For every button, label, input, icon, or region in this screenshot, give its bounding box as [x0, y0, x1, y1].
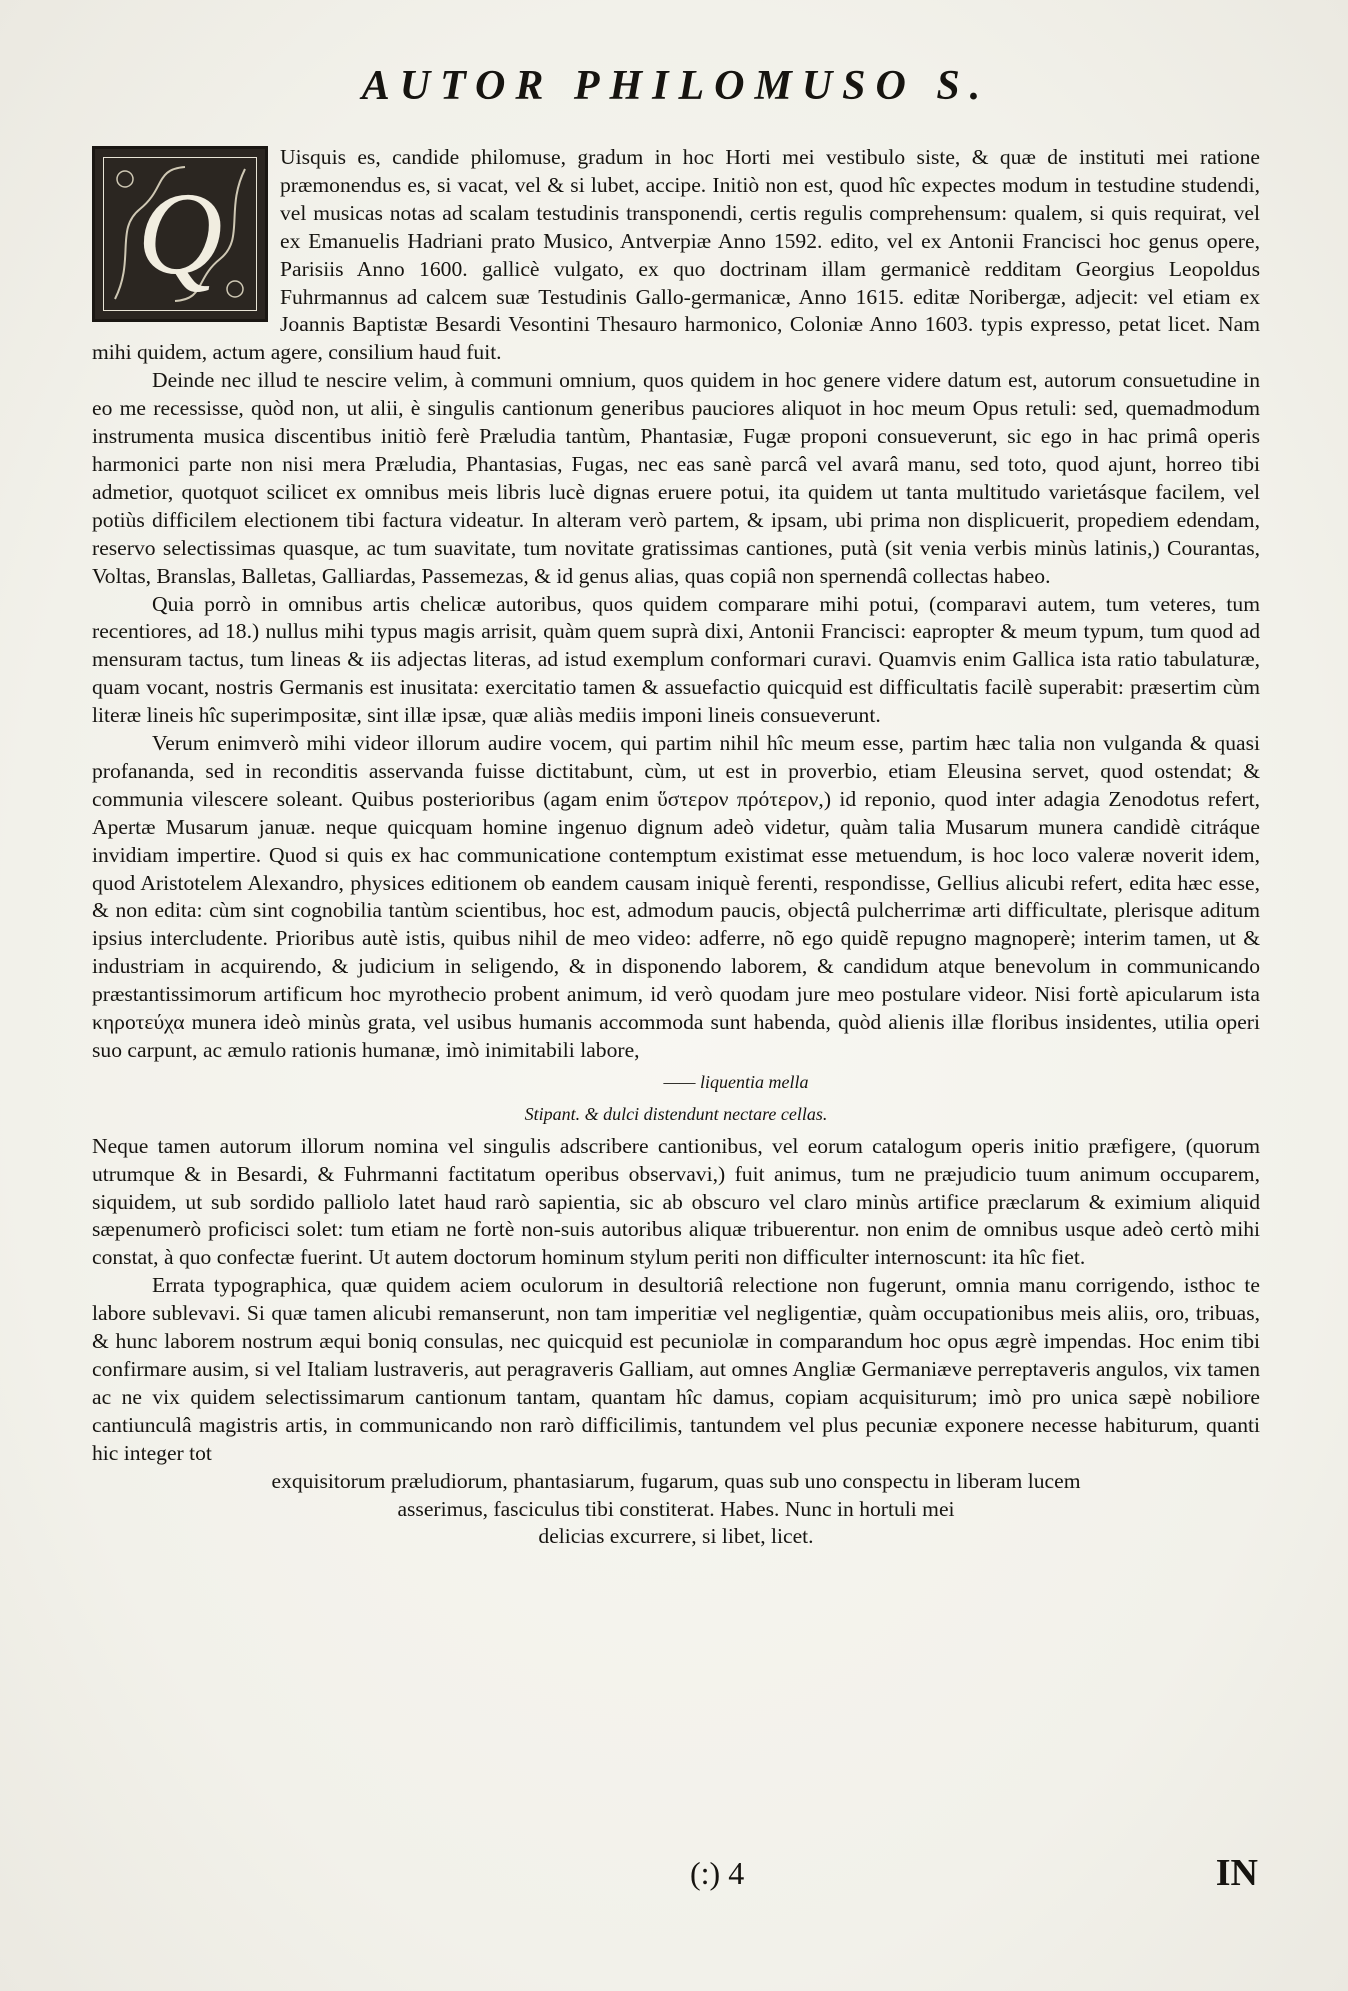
signature-mark: (:) 4 [690, 1855, 745, 1891]
paragraph-3: Quia porrò in omnibus artis chelicæ autoribus, quos quidem comparare mihi potui, (comparavi autem, tum veteres, tum recentiores, ad 18.) nullus mihi typus magis arrisit, quàm quem suprà dixi, Antonii Francisci: eapropter & meum typum, tum quod ad mensuram tactus, tum lineas & iis adjectas literas, ad istud exemplum conformari curavi. Quamvis enim Gallica ista ratio tabulaturæ, quam vocant, nostris Germanis est inusitata: exercitatio tamen & assuefactio quicquid est difficultatis facilè superabit: præsertim cùm literæ lineis hîc superimpositæ, sint illæ ipsæ, quæ aliàs mediis imponi lineis consueverunt. [92, 591, 1260, 728]
paragraph-5: Neque tamen autorum illorum nomina vel singulis adscribere cantionibus, vel eorum catalogum operis initio præfigere, (quorum utrumque & in Besardi, & Fuhrmanni factitatum operibus observavi,) fuit animus, tum ne præjudicio tuum animum occuparem, siquidem, ut sub sordido palliolo latet haud rarò sapientia, sic ab obscuro vel claro minùs artifice præclarum & eximium aliquid sæpenumerò proficisci solet: tum etiam ne fortè non-suis autoribus aliquæ tribuerentur. non enim de omnibus usque adeò certò mihi constat, à quo confectæ fuerint. Ut autem doctorum hominum stylum periti non difficulter internoscunt: ita hîc fiet. [92, 1133, 1260, 1270]
paragraph-1: Uisquis es, candide philomuse, gradum in hoc Horti mei vestibulo siste, & quæ de instituti mei ratione præmonendus es, si vacat, vel & si lubet, accipe. Initiò non est, quod hîc expectes modum in testudine studendi, vel musicas notas ad scalam testudinis transponendi, certis regulis comprehensum: qualem, si quis requirat, vel ex Emanuelis Hadriani prato Musico, Antverpiæ Anno 1592. edito, vel ex Antonii Francisci hoc genus opere, Parisiis Anno 1600. gallicè vulgato, ex quo doctrinam illam germanicè redditam Georgius Leopoldus Fuhrmannus ad calcem suæ Testudinis Gallo-germanicæ, Anno 1615. editæ Noribergæ, adjecit: vel etiam ex Joannis Baptistæ Besardi Vesontini Thesauro harmonico, Coloniæ Anno 1603. typis expresso, petat licet. Nam mihi quidem, actum agere, consilium haud fuit. [92, 145, 1260, 365]
catchword: IN [1215, 1852, 1258, 1894]
verse-line-2: Stipant. & dulci distendunt nectare cellas. [524, 1103, 828, 1124]
closing-lines [92, 1468, 1260, 1552]
initial-letter: Q [137, 168, 223, 299]
decorated-initial [92, 146, 268, 322]
paragraph-2: Deinde nec illud te nescire velim, à communi omnium, quos quidem in hoc genere videre datum est, autorum consuetudine in eo me recessisse, quòd non, ut alii, è singulis cantionum generibus pauciores aliquot in hoc meum Opus retuli: sed, quemadmodum instrumenta musica discentibus initiò ferè Præludia tantùm, Phantasiæ, Fugæ proponi consueverunt, sic ego in hac primâ operis harmonici parte non nisi mera Præludia, Phantasias, Fugas, nec eas sanè parcâ vel avarâ manu, sed toto, quod ajunt, horreo tibi admetior, quotquot scilicet ex omnibus meis libris lucè dignas eruere potui, ita quidem ut tanta multitudo varietásque facilem, vel potiùs difficilem electionem tibi factura videatur. In alteram verò partem, & ipsam, ubi prima non displicuerit, propediem edendam, reservo selectissimas quasque, ac tum suavitate, tum novitate gratissimas cantiones, putà (sit venia verbis minùs latinis,) Courantas, Voltas, Branslas, Balletas, Galliardas, Passemezas, & id genus alias, quas copiâ non spernendâ collectas habeo. [92, 368, 1260, 588]
verse-line-1: —— liquentia mella [663, 1071, 809, 1092]
page-title: AUTOR PHILOMUSO S. [361, 63, 991, 109]
preface-text [92, 144, 1260, 1551]
paragraph-4: Verum enimverò mihi videor illorum audire vocem, qui partim nihil hîc meum esse, partim hæc talia non vulganda & quasi profananda, sed in reconditis asservanda fuisse dictitabunt, cùm, ut est in proverbio, etiam Eleusina servet, quod ostendat; & communia vilescere soleant. Quibus posterioribus (agam enim ὕστερον πρότερον,) id reponio, quod inter adagia Zenodotus refert, Apertæ Musarum januæ. neque quicquam homine ingenuo dignum adeò videtur, quàm talia Musarum munera candidè citráque invidiam impertire. Quod si quis ex hac communicatione contemptum existimat esse metuendum, is hoc loco valeræ noverit idem, quod Aristotelem Alexandro, physices editionem ob eandem causam iniquè ferenti, respondisse, Gellius alicubi refert, edita hæc esse, & non edita: cùm sint cognobilia tantùm scientibus, hoc est, admodum paucis, objectâ pulcherrimæ arti difficultate, plerisque aditum ipsius intercludente. Prioribus autè istis, quibus nihil de meo video: adferre, nõ ego quidẽ repugno magnoperè; interim tamen, ut & industriam in acquirendo, & judicium in seligendo, & in disponendo laborem, & candidum atque benevolum in communicando præstantissimorum artificum hoc myrothecio probent animum, id verò quodam jure meo postulare videor. Nisi fortè apicularum ista κηροτεύχα munera ideò minùs grata, vel usibus humanis accommoda sunt habenda, quòd alienis illæ floribus insidentes, utilia operi suo carpunt, ac æmulo rationis humanæ, imò inimitabili labore, [92, 731, 1260, 1062]
page-footer [0, 1852, 1348, 1905]
closing-line-3: delicias excurrere, si libet, licet. [538, 1524, 814, 1549]
paragraph-6: Errata typographica, quæ quidem aciem oculorum in desultoriâ relectione non fugerunt, omnia manu corrigendo, isthoc te labore sublevavi. Si quæ tamen alicubi remanserunt, non tam imperitiæ vel negligentiæ, quàm occupationibus meis aliis, oro, tribuas, & hunc laborem nostrum æqui boniq consulas, nec quicquid est pecuniolæ in comparandum hoc opus ægrè impendas. Hoc enim tibi confirmare ausim, si vel Italiam lustraveris, aut peragraveris Galliam, aut omnes Angliæ Germaniæve perreptaveris angulos, vix tamen ac ne vix quidem selectissimarum cantionum tantam, quantam hîc damus, copiam acquisiturum; imò pro unica sæpè nobiliore cantiunculâ magistris artis, in communicando non rarò difficilimis, tantundem vel plus pecuniæ exponere necesse habiturum, quanti hic integer tot [92, 1273, 1260, 1465]
closing-line-1: exquisitorum præludiorum, phantasiarum, fugarum, quas sub uno conspectu in liberam lucem [271, 1468, 1081, 1493]
closing-line-2: asserimus, fasciculus tibi constiterat. Habes. Nunc in hortuli mei [397, 1496, 955, 1521]
